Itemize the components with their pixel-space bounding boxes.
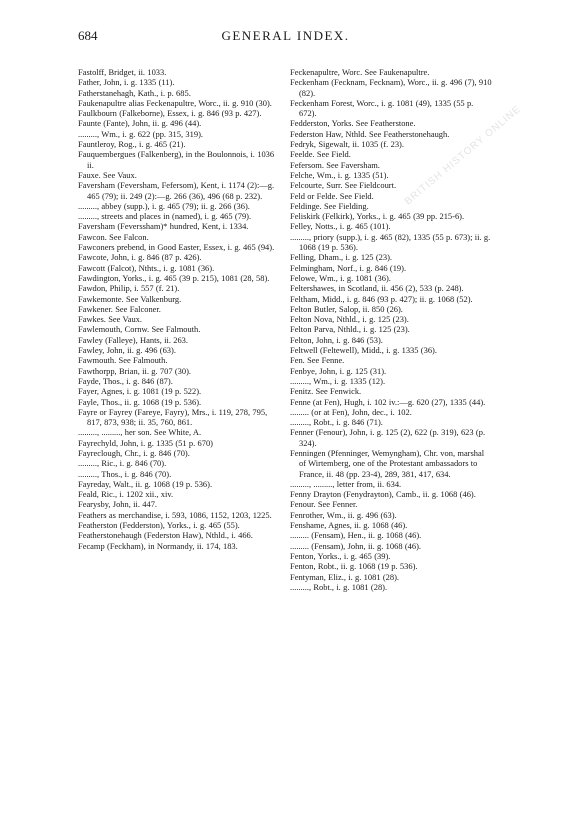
index-entry: Fawcott (Falcot), Nthts., i. g. 1081 (36).	[78, 262, 215, 273]
index-entry: ........., Robt., i. g. 846 (71).	[290, 417, 383, 428]
index-entry: Feld or Felde. See Field.	[290, 190, 374, 201]
index-entry: ........., Wm., i. g. 1335 (12).	[290, 375, 386, 386]
index-entry: Fenningen (Pfenninger, Wemyngham), Chr. von, marshal of Wirtemberg, one of the Protestant ambassadors to France, ii. 48 (pp. 23-4), 289, 381, 417, 634.	[290, 447, 485, 479]
index-entry: Feldinge. See Fielding.	[290, 200, 369, 211]
index-entry: Fawkener. See Falconer.	[78, 303, 161, 314]
index-entry: Felton Butler, Salop, ii. 850 (26).	[290, 303, 403, 314]
index-entry: Fenton, Robt., ii. g. 1068 (19 p. 536).	[290, 561, 418, 572]
index-entry: Fawcote, John, i. g. 846 (87 p. 426).	[78, 252, 202, 263]
index-entry: Fefersom. See Faversham.	[290, 159, 380, 170]
index-entry: Fenshame, Agnes, ii. g. 1068 (46).	[290, 520, 408, 531]
index-entry: Fawconers prebend, in Good Easter, Essex, i. g. 465 (94).	[78, 242, 275, 253]
index-entry: Fastolff, Bridget, ii. 1033.	[78, 67, 167, 77]
index-entry: ........., streets and places in (named), i. g. 465 (79).	[78, 211, 252, 222]
index-entry: Feltershawes, in Scotland, ii. 456 (2), 533 (p. 248).	[290, 283, 464, 294]
index-entry: Fenrother, Wm., ii. g. 496 (63).	[290, 509, 397, 520]
index-entry: Fauxe. See Vaux.	[78, 169, 137, 180]
index-entry: Felley, Notts., i. g. 465 (101).	[290, 221, 391, 232]
index-entry: Fauntleroy, Rog., i. g. 465 (21).	[78, 139, 186, 150]
right-index-column	[290, 67, 493, 592]
index-entry: Fayreday, Walt., ii. g. 1068 (19 p. 536).	[78, 478, 213, 489]
index-entry: ......... (or at Fen), John, dec., i. 102.	[290, 406, 412, 417]
index-entry: Fedryk, Sigewalt, ii. 1035 (f. 23).	[290, 139, 404, 150]
index-entry: Fawcon. See Falcon.	[78, 231, 149, 242]
index-entry: Federston Haw, Nthld. See Featherstonehaugh.	[290, 128, 450, 139]
index-entry: Felowe, Wm., i. g. 1081 (36).	[290, 272, 391, 283]
index-entry: Fawdington, Yorks., i. g. 465 (39 p. 215), 1081 (28, 58).	[78, 272, 270, 283]
index-entry: Feald, Ric., i. 1202 xii., xiv.	[78, 489, 174, 500]
index-entry: Felling, Dham., i. g. 125 (23).	[290, 252, 393, 263]
index-entry: Felche, Wm., i. g. 1335 (51).	[290, 169, 389, 180]
page-header	[78, 28, 493, 44]
index-entry: Faulkbourn (Falkeborne), Essex, i. g. 846 (93 p. 427).	[78, 108, 262, 119]
index-entry: Fentyman, Eliz., i. g. 1081 (28).	[290, 571, 400, 582]
index-entry: Felton, John, i. g. 846 (53).	[290, 334, 383, 345]
watermark: BRITISH HISTORY ONLINE	[402, 103, 524, 208]
index-entry: Faunte (Fante), John, ii. g. 496 (44).	[78, 118, 202, 129]
index-entry: ........., Thos., i. g. 846 (70).	[78, 468, 172, 479]
index-entry: Fawdon, Philip, i. 557 (f. 21).	[78, 283, 180, 294]
index-entry: ........., Robt., i. g. 1081 (28).	[290, 581, 388, 592]
index-entry: Fedderston, Yorks. See Featherstone.	[290, 118, 416, 129]
index-entry: Feltham, Midd., i. g. 846 (93 p. 427); ii. g. 1068 (52).	[290, 293, 473, 304]
index-entry: Feckenham Forest, Worc., i. g. 1081 (49), 1335 (55 p. 672).	[290, 97, 474, 119]
index-entry: Fayde, Thos., i. g. 846 (87).	[78, 375, 173, 386]
index-entry: Fenour. See Fenner.	[290, 499, 358, 510]
index-entry: ........., ........., her son. See White, A.	[78, 427, 202, 438]
index-entry: Feliskirk (Felkirk), Yorks., i. g. 465 (39 pp. 215-6).	[290, 211, 465, 222]
index-entry: Fenne (at Fen), Hugh, i. 102 iv.:—g. 620 (27), 1335 (44).	[290, 396, 486, 407]
index-entry: ........., priory (supp.), i. g. 465 (82), 1335 (55 p. 673); ii. g. 1068 (19 p. 536).	[290, 231, 491, 253]
index-entry: Feckenapultre, Worc. See Faukenapultre.	[290, 67, 430, 77]
index-entry: Fayle, Thos., ii. g. 1068 (19 p. 536).	[78, 396, 202, 407]
index-entry: Fawkes. See Vaux.	[78, 314, 142, 325]
index-entry: ........., ........., letter from, ii. 634.	[290, 478, 402, 489]
page-number: 684	[78, 28, 98, 43]
index-entry: Felmingham, Norf., i. g. 846 (19).	[290, 262, 407, 273]
index-entry: Feelde. See Field.	[290, 149, 351, 160]
index-entry: Fenny Drayton (Fenydrayton), Camb., ii. g. 1068 (46).	[290, 489, 476, 500]
index-entry: ........., Wm., i. g. 622 (pp. 315, 319).	[78, 128, 203, 139]
index-entry: Fearysby, John, ii. 447.	[78, 499, 158, 510]
index-entry: Felton Nova, Nthld., i. g. 125 (23).	[290, 314, 409, 325]
index-entry: Fecamp (Feckham), in Normandy, ii. 174, 183.	[78, 540, 238, 551]
index-entry: ........., Ric., i. g. 846 (70).	[78, 458, 167, 469]
index-entry: Fenner (Fenour), John, i. g. 125 (2), 622 (p. 319), 623 (p. 324).	[290, 427, 486, 448]
index-entry: Fauquembergues (Falkenberg), in the Boulonnois, i. 1036 ii.	[78, 149, 275, 170]
index-entry: Fen. See Fenne.	[290, 355, 345, 366]
index-entry: Fatherstanehagh, Kath., i. p. 685.	[78, 87, 191, 98]
index-entry: Feathers as merchandise, i. 593, 1086, 1152, 1203, 1225.	[78, 509, 272, 520]
index-entry: Felton Parva, Nthld., i. g. 125 (23).	[290, 324, 410, 335]
index-entry: Feltwell (Feltewell), Midd., i. g. 1335 (36).	[290, 345, 437, 356]
index-entry: Fawlemouth, Cornw. See Falmouth.	[78, 324, 201, 335]
index-entry: Faversham (Feversham, Fefersom), Kent, i. 1174 (2):—g. 465 (79); ii. 249 (2):—g. 266 (36), 496 (68 p. 232).	[78, 180, 275, 201]
index-entry: Felcourte, Surr. See Fieldcourt.	[290, 180, 397, 191]
index-entry: Fenton, Yorks., i. g. 465 (39).	[290, 550, 391, 561]
page-title: GENERAL INDEX.	[221, 28, 350, 43]
index-entry: Fayreclough, Chr., i. g. 846 (70).	[78, 447, 190, 458]
index-entry: Father, John, i. g. 1335 (11).	[78, 77, 175, 88]
index-entry: Featherstonehaugh (Federston Haw), Nthld., i. 466.	[78, 530, 253, 541]
index-entry: ......... (Fensam), John, ii. g. 1068 (46).	[290, 540, 422, 551]
index-entry: Fayrechyld, John, i. g. 1335 (51 p. 670)	[78, 437, 213, 448]
index-entry: Fenbye, John, i. g. 125 (31).	[290, 365, 387, 376]
index-entry: Fawley, John, ii. g. 496 (63).	[78, 345, 176, 356]
index-entry: Fawkemonte. See Valkenburg.	[78, 293, 182, 304]
index-entry: ........., abbey (supp.), i. g. 465 (79); ii. g. 266 (36).	[78, 200, 250, 211]
index-entry: Fayre or Fayrey (Fareye, Fayry), Mrs., i. 119, 278, 795, 817, 873, 938; ii. 35, 760, 861.	[78, 406, 268, 428]
index-entry: Fawthorpp, Brian, ii. g. 707 (30).	[78, 365, 192, 376]
index-entry: Faukenapultre alias Feckenapultre, Worc., ii. g. 910 (30).	[78, 97, 272, 108]
index-entry: Feckenham (Fecknam, Fecknam), Worc., ii. g. 496 (7), 910 (82).	[290, 77, 492, 98]
left-index-column	[78, 67, 281, 551]
index-entry: Fawley (Falleye), Hants, ii. 263.	[78, 334, 188, 345]
index-entry: ......... (Fensam), Hen., ii. g. 1068 (46).	[290, 530, 422, 541]
index-entry: Faversham (Feverssham)* hundred, Kent, i. 1334.	[78, 221, 249, 232]
index-entry: Fayer, Agnes, i. g. 1081 (19 p. 522).	[78, 386, 202, 397]
index-entry: Featherston (Fedderston), Yorks., i. g. 465 (55).	[78, 520, 240, 531]
index-entry: Fawmouth. See Falmouth.	[78, 355, 168, 366]
index-entry: Fenitz. See Fenwick.	[290, 386, 362, 397]
